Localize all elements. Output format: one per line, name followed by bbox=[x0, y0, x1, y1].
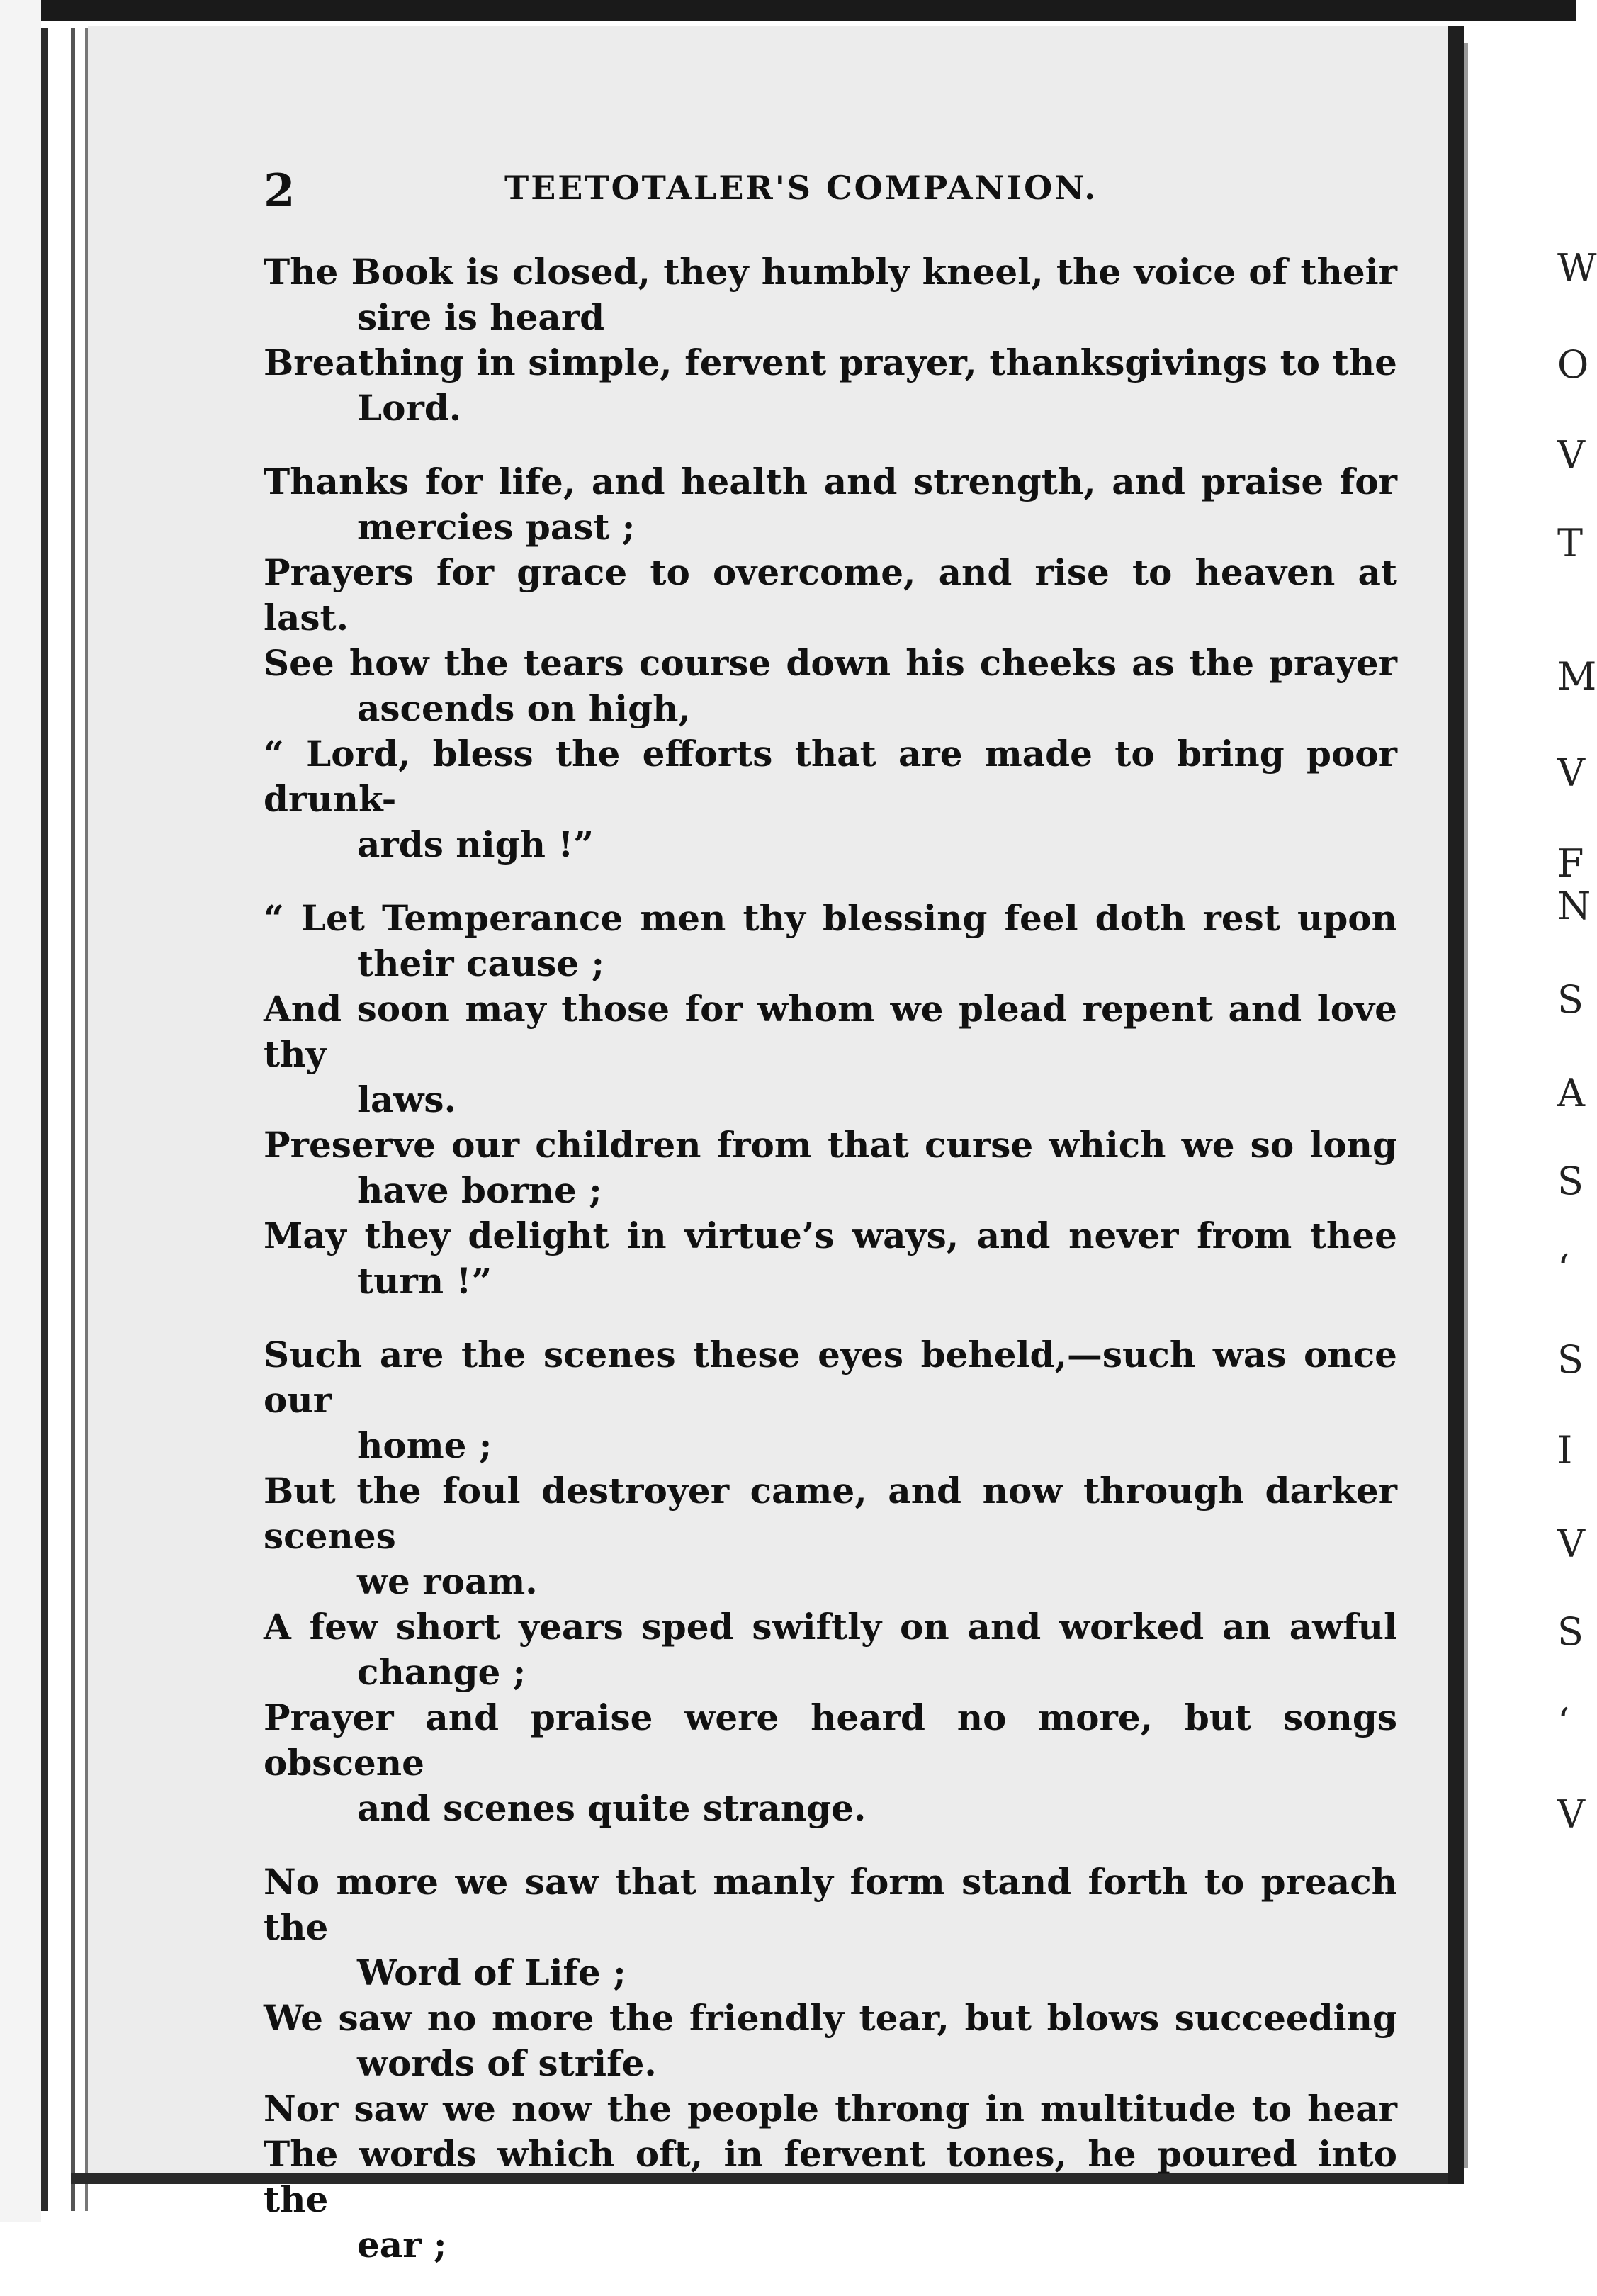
poem-line: Prayers for grace to overcome, and rise to heaven at last. bbox=[264, 551, 1397, 638]
stanza bbox=[264, 249, 1397, 431]
poem-text bbox=[264, 249, 1397, 2296]
poem-line-continuation: mercies past ; bbox=[357, 506, 636, 548]
poem-line-continuation: laws. bbox=[357, 1079, 456, 1120]
stanza bbox=[264, 1859, 1397, 2268]
poem-line-continuation: ards nigh !” bbox=[357, 823, 594, 865]
poem-line-continuation: change ; bbox=[357, 1651, 526, 1693]
poem-line: Nor saw we now the people throng in multitude to hear bbox=[264, 2088, 1397, 2129]
facing-page-letter: ‘ bbox=[1557, 1700, 1570, 1745]
facing-page-letter: T bbox=[1557, 521, 1584, 565]
facing-page-letter: F bbox=[1557, 841, 1584, 886]
poem-line-continuation: Word of Life ; bbox=[357, 1952, 626, 1993]
poem-line-continuation: turn !” bbox=[357, 1260, 492, 1302]
facing-page-letter: W bbox=[1557, 246, 1597, 291]
poem-line-continuation: Lord. bbox=[357, 387, 462, 429]
poem-line: But the foul destroyer came, and now through darker scenes bbox=[264, 1470, 1397, 1557]
poem-line: Thanks for life, and health and strength, and praise for bbox=[264, 461, 1397, 502]
poem-line-continuation: have borne ; bbox=[357, 1169, 602, 1211]
facing-page-letter: A bbox=[1557, 1071, 1585, 1115]
spine-edge bbox=[71, 28, 75, 2211]
spine-edge bbox=[41, 28, 48, 2211]
facing-page-letter: V bbox=[1557, 1792, 1585, 1837]
poem-line: No more we saw that manly form stand forth to preach the bbox=[264, 1861, 1397, 1948]
facing-page-letter: S bbox=[1557, 1609, 1584, 1654]
stanza bbox=[264, 896, 1397, 1304]
poem-line: Preserve our children from that curse which we so long bbox=[264, 1124, 1397, 1166]
poem-line-continuation: ear ; bbox=[357, 2224, 447, 2266]
poem-line: Prayer and praise were heard no more, but songs obscene bbox=[264, 1696, 1397, 1784]
facing-page-letter: M bbox=[1557, 654, 1597, 699]
scan-top-border bbox=[0, 0, 1576, 21]
facing-page-letter: N bbox=[1557, 884, 1591, 928]
facing-page-letter: ‘ bbox=[1557, 1247, 1570, 1291]
poem-line: The words which oft, in fervent tones, he poured into the bbox=[264, 2133, 1397, 2220]
facing-page-letter: V bbox=[1557, 750, 1585, 795]
book-gutter bbox=[1448, 26, 1464, 2184]
poem-line: “ Lord, bless the efforts that are made to bring poor drunk- bbox=[264, 733, 1397, 820]
poem-line: Breathing in simple, fervent prayer, thanksgivings to the bbox=[264, 342, 1397, 383]
facing-page-letter: V bbox=[1557, 1521, 1585, 1566]
stanza bbox=[264, 1332, 1397, 1831]
page-number: 2 bbox=[264, 164, 295, 218]
poem-line-continuation: we roam. bbox=[357, 1560, 538, 1602]
poem-line: See how the tears course down his cheeks as the prayer bbox=[264, 642, 1397, 684]
poem-line: “ Let Temperance men thy blessing feel doth rest upon bbox=[264, 897, 1397, 939]
stanza bbox=[264, 459, 1397, 867]
poem-line-continuation: ascends on high, bbox=[357, 687, 691, 729]
poem-line-continuation: sire is heard bbox=[357, 296, 605, 338]
facing-page-letter: S bbox=[1557, 977, 1584, 1022]
poem-line-continuation: home ; bbox=[357, 1424, 492, 1466]
poem-line-continuation: their cause ; bbox=[357, 942, 605, 984]
running-title: TEETOTALER'S COMPANION. bbox=[504, 169, 1098, 207]
poem-line: A few short years sped swiftly on and worked an awful bbox=[264, 1606, 1397, 1648]
facing-page-letter: S bbox=[1557, 1337, 1584, 1382]
facing-page-letter: O bbox=[1557, 342, 1589, 387]
poem-line-continuation: and scenes quite strange. bbox=[357, 1787, 867, 1829]
poem-line: And soon may those for whom we plead repent and love thy bbox=[264, 988, 1397, 1075]
poem-line: We saw no more the friendly tear, but blows succeeding bbox=[264, 1997, 1397, 2039]
facing-page-letter: S bbox=[1557, 1159, 1584, 1203]
scan-left-margin bbox=[0, 0, 41, 2222]
poem-line: The Book is closed, they humbly kneel, the voice of their bbox=[264, 251, 1397, 293]
poem-line: Such are the scenes these eyes beheld,—such was once our bbox=[264, 1334, 1397, 1421]
facing-page-letter: V bbox=[1557, 433, 1585, 478]
poem-line-continuation: words of strife. bbox=[357, 2042, 657, 2084]
poem-line: May they delight in virtue’s ways, and never from thee bbox=[264, 1215, 1397, 1256]
facing-page-letter: I bbox=[1557, 1428, 1573, 1473]
